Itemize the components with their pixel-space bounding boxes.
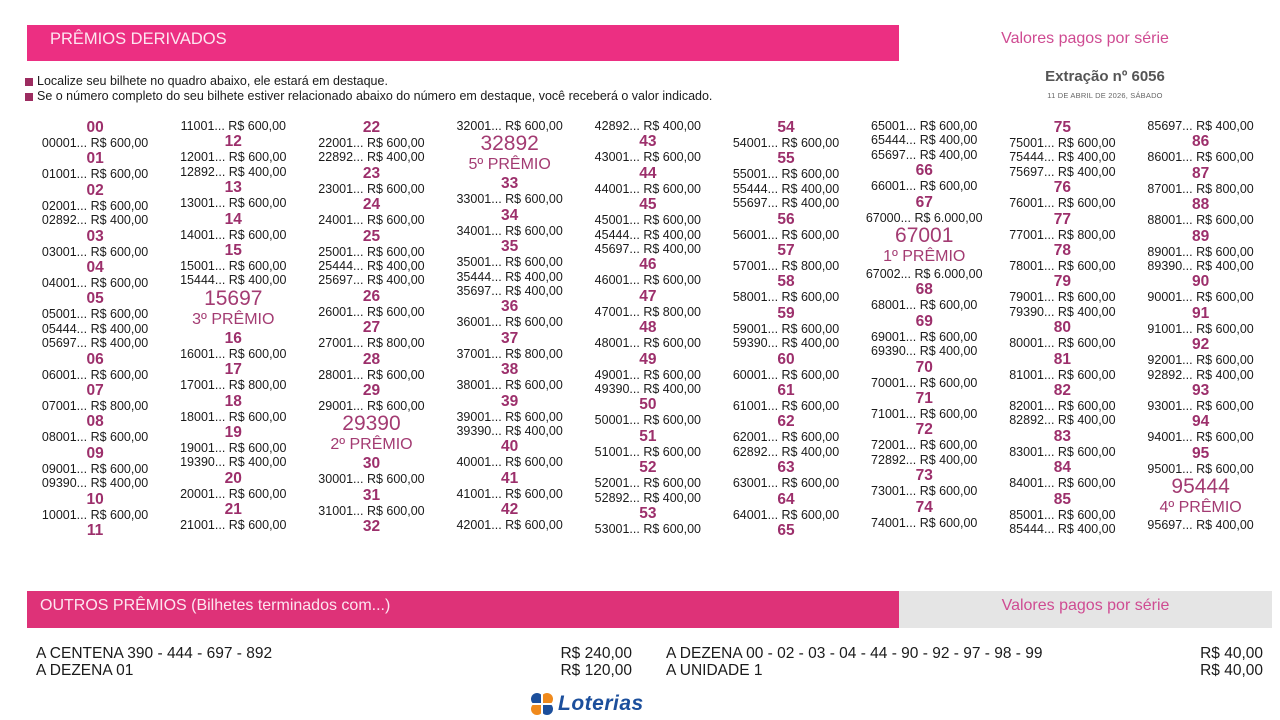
other-prize-row: [36, 662, 632, 679]
winning-number: 15697: [204, 286, 263, 310]
instruction-text: Se o número completo do seu bilhete estiver relacionado abaixo do número em destaque, você receberá o valor indicado.: [37, 89, 713, 103]
dezena-header: 50: [639, 396, 657, 414]
dezena-header: 20: [224, 469, 242, 487]
prize-entry: 65001... R$ 600,00: [871, 119, 978, 133]
prize-entry: 77001... R$ 800,00: [1009, 227, 1116, 242]
prize-entry: 85444... R$ 400,00: [1009, 522, 1116, 537]
prize-entry: 81001... R$ 600,00: [1009, 367, 1116, 382]
prize-entry: 62892... R$ 400,00: [732, 444, 840, 459]
prize-entry: 65697... R$ 400,00: [871, 147, 978, 162]
dezena-header: 53: [639, 505, 657, 523]
winning-number: 29390: [342, 412, 401, 436]
dezena-header: 03: [86, 227, 104, 245]
dezena-header: 88: [1191, 196, 1210, 214]
prize-entry: 04001... R$ 600,00: [41, 276, 149, 291]
prize-entry: 61001... R$ 600,00: [732, 399, 840, 414]
dezena-header: 83: [1053, 427, 1072, 445]
prize-entry: 47001... R$ 800,00: [594, 304, 702, 319]
prize-column: [441, 119, 579, 574]
prize-rank-label: 3º PRÊMIO: [192, 310, 275, 328]
dezena-header: 04: [86, 259, 104, 277]
dezena-header: 58: [777, 273, 795, 291]
prize-entry: 40001... R$ 600,00: [456, 455, 563, 470]
dezena-header: 76: [1053, 179, 1072, 197]
winning-number: 67001: [895, 224, 954, 248]
prize-entry: 00001... R$ 600,00: [41, 136, 149, 150]
prize-entry: 94001... R$ 600,00: [1147, 430, 1254, 445]
prize-entry: 50001... R$ 600,00: [594, 413, 702, 428]
dezena-header: 78: [1053, 242, 1072, 260]
prize-entry: 12001... R$ 600,00: [180, 150, 287, 165]
dezena-header: 33: [501, 175, 519, 193]
dezena-header: 23: [362, 164, 381, 182]
prize-entry: 55444... R$ 400,00: [732, 181, 840, 196]
dezena-header: 92: [1191, 336, 1210, 354]
dezena-header: 22: [362, 119, 381, 136]
prize-entry: 05444... R$ 400,00: [41, 321, 149, 336]
prize-entry: 33001... R$ 600,00: [456, 192, 563, 207]
prize-entry: 13001... R$ 600,00: [180, 196, 287, 211]
extraction-info: [1020, 68, 1190, 100]
other-prize-label: A DEZENA 00 - 02 - 03 - 04 - 44 - 90 - 92 - 97 - 98 - 99: [666, 645, 1043, 662]
prize-entry: 69001... R$ 600,00: [871, 329, 978, 344]
dezena-header: 30: [362, 455, 381, 473]
other-prizes-left: [36, 645, 632, 679]
prize-entry: 24001... R$ 600,00: [318, 213, 425, 228]
prize-entry: 58001... R$ 600,00: [732, 290, 840, 305]
prize-entry: 23001... R$ 600,00: [318, 181, 425, 196]
prize-entry: 19001... R$ 600,00: [180, 441, 287, 456]
dezena-header: 86: [1191, 133, 1210, 151]
prize-entry: 37001... R$ 800,00: [456, 346, 563, 361]
dezena-header: 54: [777, 119, 795, 136]
prize-entry: 52892... R$ 400,00: [594, 490, 702, 505]
dezena-header: 48: [639, 319, 657, 337]
prize-entry: 90001... R$ 600,00: [1147, 290, 1254, 305]
prize-entry: 26001... R$ 600,00: [318, 304, 425, 319]
prize-column: [1132, 119, 1270, 574]
prize-entry: 06001... R$ 600,00: [41, 367, 149, 382]
dezena-header: 56: [777, 210, 795, 228]
prize-entry: 09001... R$ 600,00: [41, 461, 149, 476]
dezena-header: 15: [224, 242, 242, 260]
dezena-header: 18: [224, 392, 242, 410]
prize-entry: 95697... R$ 400,00: [1147, 518, 1254, 533]
dezena-header: 68: [915, 281, 933, 299]
prize-entry: 80001... R$ 600,00: [1009, 336, 1116, 351]
dezena-header: 38: [501, 361, 519, 379]
dezena-header: 66: [915, 162, 933, 180]
dezena-header: 94: [1191, 413, 1210, 431]
prize-entry: 27001... R$ 800,00: [318, 336, 425, 351]
prize-entry: 35001... R$ 600,00: [456, 255, 563, 270]
prize-entry: 02892... R$ 400,00: [41, 213, 149, 228]
dezena-header: 35: [501, 238, 519, 256]
dezena-header: 42: [501, 501, 519, 519]
prize-entry: 84001... R$ 600,00: [1009, 476, 1116, 491]
dezena-header: 74: [915, 498, 933, 516]
prize-entry: 88001... R$ 600,00: [1147, 213, 1254, 228]
dezena-header: 81: [1053, 350, 1072, 368]
dezena-header: 13: [224, 179, 242, 197]
prize-entry: 42892... R$ 400,00: [594, 119, 702, 133]
dezena-header: 71: [915, 390, 933, 408]
prize-entry: 38001... R$ 600,00: [456, 378, 563, 393]
dezena-header: 21: [224, 501, 242, 519]
dezena-header: 60: [777, 350, 795, 368]
dezena-header: 46: [639, 256, 657, 274]
banner-title: PRÊMIOS DERIVADOS: [50, 30, 227, 48]
prize-entry: 73001... R$ 600,00: [871, 484, 978, 499]
dezena-header: 84: [1053, 459, 1072, 477]
dezena-header: 05: [86, 290, 104, 308]
prize-entry: 56001... R$ 600,00: [732, 227, 840, 242]
dezena-header: 72: [915, 421, 933, 439]
prize-entry: 39390... R$ 400,00: [456, 424, 563, 439]
prize-entry: 41001... R$ 600,00: [456, 486, 563, 501]
dezena-header: 57: [777, 242, 795, 260]
prize-entry: 45444... R$ 400,00: [594, 227, 702, 242]
square-bullet-icon: [25, 93, 33, 101]
instruction-line: [25, 89, 712, 104]
prize-entry: 49001... R$ 600,00: [594, 367, 702, 382]
dezena-header: 65: [777, 522, 795, 540]
prize-entry: 31001... R$ 600,00: [318, 503, 425, 518]
prize-entry: 74001... R$ 600,00: [871, 515, 978, 530]
dezena-header: 52: [639, 459, 657, 477]
other-prize-value: R$ 40,00: [1200, 645, 1263, 662]
dezena-header: 70: [915, 358, 933, 376]
prize-rank-label: 5º PRÊMIO: [468, 156, 551, 174]
prize-entry: 10001... R$ 600,00: [41, 507, 149, 522]
dezena-header: 41: [501, 469, 519, 487]
clover-icon: [529, 691, 555, 717]
prize-entry: 79001... R$ 600,00: [1009, 290, 1116, 305]
other-prizes-right: [666, 645, 1263, 679]
values-per-series-title: Valores pagos por série: [1001, 597, 1170, 614]
prize-entry: 46001... R$ 600,00: [594, 273, 702, 288]
prize-entry: 72892... R$ 400,00: [871, 452, 978, 467]
prize-entry: 07001... R$ 800,00: [41, 399, 149, 414]
prize-entry: 39001... R$ 600,00: [456, 409, 563, 424]
dezena-header: 32: [362, 518, 381, 536]
prize-entry: 52001... R$ 600,00: [594, 476, 702, 491]
prize-entry: 59001... R$ 600,00: [732, 321, 840, 336]
dezena-header: 44: [639, 164, 657, 182]
dezena-header: 28: [362, 350, 381, 368]
dezena-header: 79: [1053, 273, 1072, 291]
prize-rank-label: 2º PRÊMIO: [330, 436, 413, 454]
dezena-header: 17: [224, 361, 242, 379]
dezena-header: 80: [1053, 319, 1072, 337]
prize-entry: 22001... R$ 600,00: [318, 136, 425, 150]
other-prize-row: [36, 645, 632, 662]
prize-entry: 91001... R$ 600,00: [1147, 321, 1254, 336]
prize-entry: 48001... R$ 600,00: [594, 336, 702, 351]
prize-entry: 35444... R$ 400,00: [456, 269, 563, 284]
dezena-header: 19: [224, 424, 242, 442]
values-per-series-bar: [899, 591, 1272, 628]
dezena-header: 47: [639, 287, 657, 305]
prize-entry: 57001... R$ 800,00: [732, 259, 840, 274]
prize-column: [717, 119, 855, 574]
dezena-header: 02: [86, 181, 104, 199]
prize-entry: 82892... R$ 400,00: [1009, 413, 1116, 428]
prize-entry: 20001... R$ 600,00: [180, 486, 287, 501]
banner-title: OUTROS PRÊMIOS (Bilhetes terminados com...): [40, 597, 391, 614]
prize-entry: 43001... R$ 600,00: [594, 150, 702, 165]
dezena-header: 14: [224, 210, 242, 228]
dezena-header: 63: [777, 459, 795, 477]
prize-entry: 25001... R$ 600,00: [318, 244, 425, 259]
prize-column: [855, 119, 993, 574]
dezena-header: 49: [639, 350, 657, 368]
extraction-title: Extração nº 6056: [1045, 68, 1165, 85]
prize-entry: 44001... R$ 600,00: [594, 181, 702, 196]
prize-entry: 82001... R$ 600,00: [1009, 399, 1116, 414]
prize-entry: 18001... R$ 600,00: [180, 409, 287, 424]
other-prize-label: A CENTENA 390 - 444 - 697 - 892: [36, 645, 273, 662]
prize-entry: 55001... R$ 600,00: [732, 167, 840, 182]
prize-entry: 72001... R$ 600,00: [871, 438, 978, 453]
square-bullet-icon: [25, 78, 33, 86]
dezena-header: 89: [1191, 227, 1210, 245]
prize-entry: 69390... R$ 400,00: [871, 344, 978, 359]
dezena-header: 85: [1053, 490, 1072, 508]
prize-entry: 22892... R$ 400,00: [318, 150, 425, 165]
dezena-header: 93: [1191, 382, 1210, 400]
prize-grid: [26, 119, 1270, 574]
dezena-header: 36: [501, 298, 519, 316]
dezena-header: 16: [224, 329, 242, 347]
dezena-header: 11: [86, 522, 104, 540]
prize-entry: 67000... R$ 6.000,00: [865, 210, 983, 225]
dezena-header: 73: [915, 467, 933, 485]
prize-entry: 78001... R$ 600,00: [1009, 259, 1116, 274]
prize-entry: 05697... R$ 400,00: [41, 336, 149, 351]
dezena-header: 29: [362, 382, 381, 400]
outros-premios-banner: [27, 591, 899, 628]
dezena-header: 51: [639, 427, 657, 445]
prize-entry: 25444... R$ 400,00: [318, 259, 425, 274]
dezena-header: 55: [777, 150, 795, 168]
prize-entry: 79390... R$ 400,00: [1009, 304, 1116, 319]
prize-entry: 09390... R$ 400,00: [41, 476, 149, 491]
prize-entry: 14001... R$ 600,00: [180, 227, 287, 242]
prize-entry: 60001... R$ 600,00: [732, 367, 840, 382]
prize-entry: 19390... R$ 400,00: [180, 455, 287, 470]
prize-entry: 65444... R$ 400,00: [871, 133, 978, 148]
prize-entry: 87001... R$ 800,00: [1147, 181, 1254, 196]
dezena-header: 64: [777, 490, 795, 508]
dezena-header: 61: [777, 382, 795, 400]
dezena-header: 69: [915, 312, 933, 330]
dezena-header: 34: [501, 206, 519, 224]
prize-entry: 53001... R$ 600,00: [594, 522, 702, 537]
dezena-header: 12: [224, 133, 242, 151]
prize-entry: 34001... R$ 600,00: [456, 223, 563, 238]
prize-entry: 36001... R$ 600,00: [456, 315, 563, 330]
dezena-header: 75: [1053, 119, 1072, 136]
dezena-header: 40: [501, 438, 519, 456]
dezena-header: 09: [86, 444, 104, 462]
values-per-series-title: Valores pagos por série: [1001, 30, 1169, 47]
prize-column: [993, 119, 1131, 574]
instruction-line: [25, 74, 712, 89]
dezena-header: 45: [639, 196, 657, 214]
prize-entry: 45001... R$ 600,00: [594, 213, 702, 228]
dezena-header: 07: [86, 382, 104, 400]
dezena-header: 77: [1053, 210, 1072, 228]
dezena-header: 87: [1191, 164, 1210, 182]
dezena-header: 25: [362, 227, 381, 245]
prize-entry: 51001... R$ 600,00: [594, 444, 702, 459]
loterias-logo: [529, 691, 644, 717]
dezena-header: 08: [86, 413, 104, 431]
prize-entry: 89001... R$ 600,00: [1147, 244, 1254, 259]
prize-entry: 76001... R$ 600,00: [1009, 196, 1116, 211]
prize-column: [164, 119, 302, 574]
prize-entry: 55697... R$ 400,00: [732, 196, 840, 211]
prize-entry: 03001... R$ 600,00: [41, 244, 149, 259]
prize-entry: 11001... R$ 600,00: [180, 119, 286, 133]
dezena-header: 00: [86, 119, 104, 136]
prize-entry: 68001... R$ 600,00: [871, 298, 978, 313]
prize-entry: 12892... R$ 400,00: [180, 164, 287, 179]
winning-number: 95444: [1171, 475, 1230, 499]
prize-entry: 70001... R$ 600,00: [871, 375, 978, 390]
prize-entry: 28001... R$ 600,00: [318, 367, 425, 382]
prize-column: [302, 119, 440, 574]
prize-entry: 30001... R$ 600,00: [318, 472, 425, 487]
prize-column: [26, 119, 164, 574]
instruction-text: Localize seu bilhete no quadro abaixo, ele estará em destaque.: [37, 74, 388, 88]
other-prize-value: R$ 120,00: [560, 662, 632, 679]
dezena-header: 39: [501, 392, 519, 410]
prize-entry: 75444... R$ 400,00: [1009, 150, 1116, 165]
prize-entry: 49390... R$ 400,00: [594, 382, 702, 397]
prize-entry: 16001... R$ 600,00: [180, 346, 287, 361]
other-prize-row: [666, 662, 1263, 679]
dezena-header: 91: [1191, 304, 1210, 322]
prize-entry: 15001... R$ 600,00: [180, 259, 287, 274]
prize-entry: 08001... R$ 600,00: [41, 430, 149, 445]
prize-entry: 21001... R$ 600,00: [180, 518, 287, 533]
prize-entry: 25697... R$ 400,00: [318, 273, 425, 288]
prize-entry: 17001... R$ 800,00: [180, 378, 287, 393]
premios-derivados-banner: [27, 25, 899, 61]
prize-entry: 75001... R$ 600,00: [1009, 136, 1116, 150]
dezena-header: 67: [915, 193, 933, 211]
prize-entry: 83001... R$ 600,00: [1009, 444, 1116, 459]
dezena-header: 06: [86, 350, 104, 368]
dezena-header: 62: [777, 413, 795, 431]
prize-entry: 15444... R$ 400,00: [180, 273, 287, 288]
prize-entry: 63001... R$ 600,00: [732, 476, 840, 491]
prize-entry: 89390... R$ 400,00: [1147, 259, 1254, 274]
prize-entry: 02001... R$ 600,00: [41, 198, 149, 213]
prize-entry: 29001... R$ 600,00: [318, 399, 425, 414]
instructions: [25, 74, 712, 104]
prize-entry: 35697... R$ 400,00: [456, 284, 563, 299]
dezena-header: 24: [362, 196, 381, 214]
prize-entry: 85697... R$ 400,00: [1147, 119, 1254, 133]
dezena-header: 59: [777, 304, 795, 322]
prize-entry: 86001... R$ 600,00: [1147, 150, 1254, 165]
prize-entry: 92001... R$ 600,00: [1147, 353, 1254, 368]
dezena-header: 90: [1191, 273, 1210, 291]
prize-rank-label: 1º PRÊMIO: [883, 248, 966, 266]
prize-entry: 95001... R$ 600,00: [1147, 461, 1254, 476]
prize-entry: 85001... R$ 600,00: [1009, 507, 1116, 522]
prize-entry: 75697... R$ 400,00: [1009, 164, 1116, 179]
prize-rank-label: 4º PRÊMIO: [1159, 499, 1242, 517]
prize-entry: 66001... R$ 600,00: [871, 179, 978, 194]
other-prize-value: R$ 240,00: [560, 645, 632, 662]
dezena-header: 31: [362, 486, 381, 504]
dezena-header: 95: [1191, 444, 1210, 462]
prize-entry: 62001... R$ 600,00: [732, 430, 840, 445]
prize-entry: 32001... R$ 600,00: [456, 119, 563, 133]
dezena-header: 26: [362, 287, 381, 305]
prize-entry: 93001... R$ 600,00: [1147, 399, 1254, 414]
prize-entry: 42001... R$ 600,00: [456, 518, 563, 533]
extraction-date: 11 DE ABRIL DE 2026, SÁBADO: [1047, 91, 1163, 100]
prize-entry: 54001... R$ 600,00: [732, 136, 840, 150]
prize-entry: 05001... R$ 600,00: [41, 307, 149, 322]
prize-entry: 01001... R$ 600,00: [41, 167, 149, 182]
prize-column: [579, 119, 717, 574]
dezena-header: 37: [501, 329, 519, 347]
dezena-header: 01: [86, 150, 104, 168]
prize-entry: 67002... R$ 6.000,00: [865, 267, 983, 282]
dezena-header: 82: [1053, 382, 1072, 400]
prize-entry: 64001... R$ 600,00: [732, 507, 840, 522]
other-prize-label: A UNIDADE 1: [666, 662, 763, 679]
prize-entry: 59390... R$ 400,00: [732, 336, 840, 351]
dezena-header: 27: [362, 319, 381, 337]
dezena-header: 43: [639, 133, 657, 151]
other-prize-row: [666, 645, 1263, 662]
logo-text: Loterias: [558, 692, 644, 715]
dezena-header: 10: [86, 490, 104, 508]
prize-entry: 45697... R$ 400,00: [594, 242, 702, 257]
prize-entry: 92892... R$ 400,00: [1147, 367, 1254, 382]
other-prize-label: A DEZENA 01: [36, 662, 134, 679]
prize-entry: 71001... R$ 600,00: [871, 407, 978, 422]
other-prize-value: R$ 40,00: [1200, 662, 1263, 679]
winning-number: 32892: [480, 132, 539, 156]
